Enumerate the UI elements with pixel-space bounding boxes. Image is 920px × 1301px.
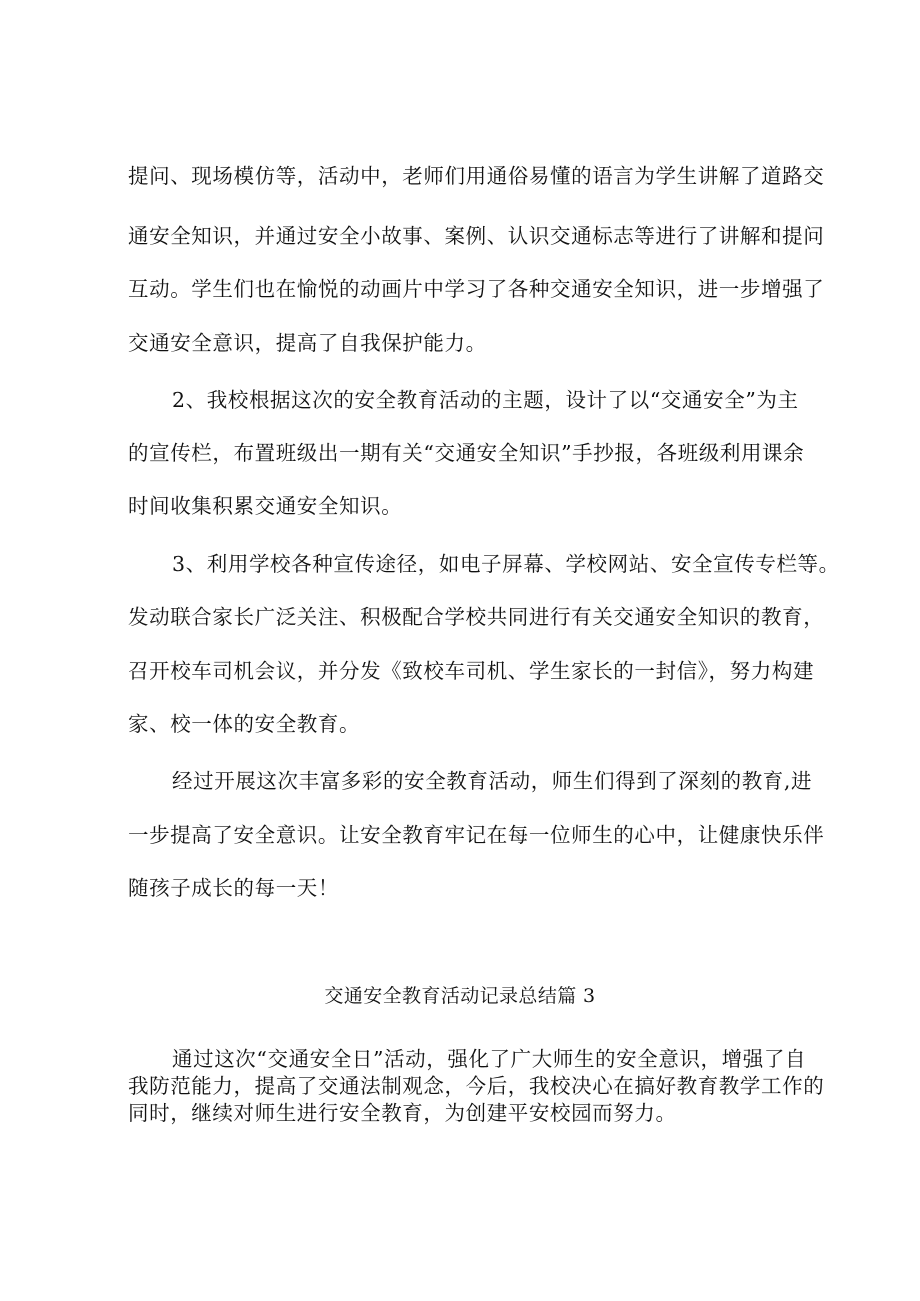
paragraph-5-line-2: 我防范能力，提高了交通法制观念，今后，我校决心在搞好教育教学工作的	[128, 1074, 825, 1098]
paragraph-4-line-1: 经过开展这次丰富多彩的安全教育活动，师生们得到了深刻的教育,进	[172, 769, 813, 793]
paragraph-1-line-4: 交通安全意识，提高了自我保护能力。	[128, 331, 487, 355]
paragraph-5-line-3: 同时，继续对师生进行安全教育，为创建平安校园而努力。	[128, 1101, 677, 1125]
paragraph-2-line-1: 2、我校根据这次的安全教育活动的主题，设计了以“交通安全”为主	[172, 388, 799, 412]
paragraph-2-line-3: 时间收集积累交通安全知识。	[128, 494, 403, 518]
paragraph-1-line-3: 互动。学生们也在愉悦的动画片中学习了各种交通安全知识，进一步增强了	[128, 277, 825, 301]
paragraph-3-line-4: 家、校一体的安全教育。	[128, 712, 361, 736]
paragraph-1-line-1: 提问、现场模仿等，活动中，老师们用通俗易懂的语言为学生讲解了道路交	[128, 164, 825, 188]
paragraph-3-line-3: 召开校车司机会议，并分发《致校车司机、学生家长的一封信》，努力构建	[128, 659, 815, 683]
paragraph-3-line-1: 3、利用学校各种宣传途径，如电子屏幕、学校网站、安全宣传专栏等。	[172, 552, 840, 576]
paragraph-4-line-3: 随孩子成长的每一天！	[128, 876, 339, 900]
paragraph-5-line-1: 通过这次“交通安全日”活动，强化了广大师生的安全意识，增强了自	[172, 1047, 807, 1071]
paragraph-1-line-2: 通安全知识，并通过安全小故事、案例、认识交通标志等进行了讲解和提问	[128, 224, 825, 248]
paragraph-2-line-2: 的宣传栏，布置班级出一期有关“交通安全知识”手抄报，各班级利用课余	[128, 441, 805, 465]
paragraph-3-line-2: 发动联合家长广泛关注、积极配合学校共同进行有关交通安全知识的教育，	[128, 605, 825, 629]
paragraph-4-line-2: 一步提高了安全意识。让安全教育牢记在每一位师生的心中，让健康快乐伴	[128, 823, 825, 847]
section-title: 交通安全教育活动记录总结篇 3	[324, 985, 596, 1007]
